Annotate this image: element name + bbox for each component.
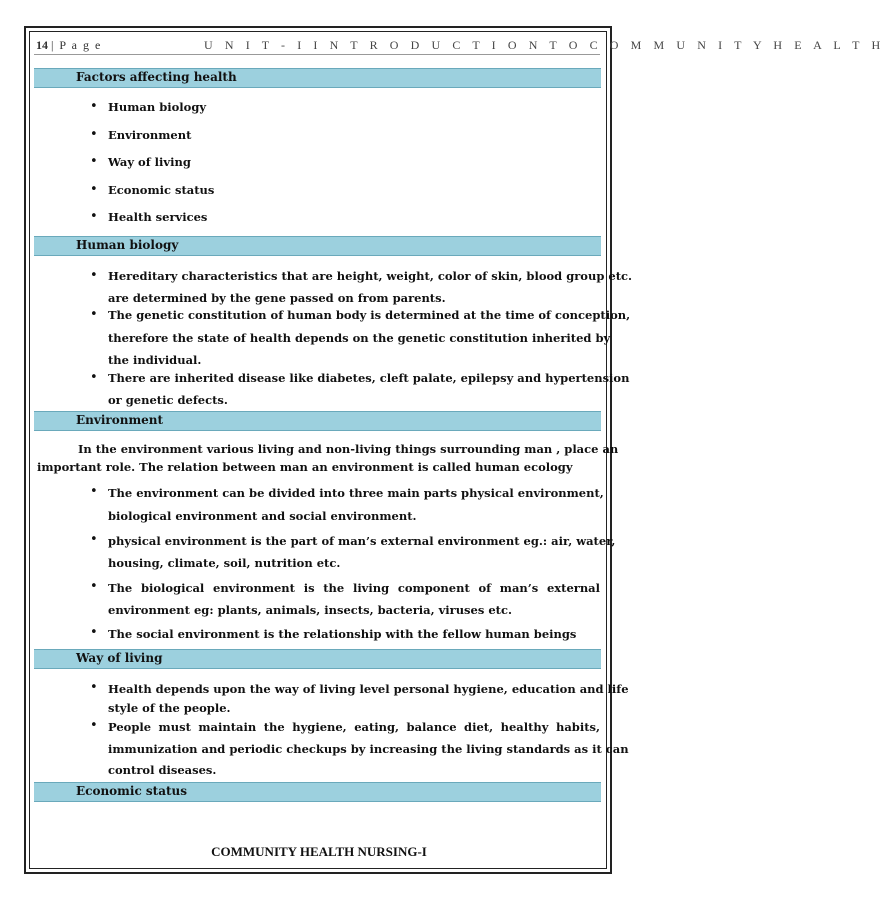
paragraph-line: In the environment various living and non-living things surrounding man , place an [78, 442, 619, 456]
bullet-icon: • [90, 680, 98, 695]
paragraph-line: important role. The relation between man an environment is called human ecology [37, 460, 573, 474]
paragraph-line: Hereditary characteristics that are height, weight, color of skin, blood group etc. [108, 269, 633, 283]
bullet-icon: • [90, 268, 98, 283]
paragraph-line: housing, climate, soil, nutrition etc. [108, 556, 341, 570]
list-item: Economic status [108, 183, 215, 197]
bullet-icon: • [90, 532, 98, 547]
paragraph-line: Health depends upon the way of living level personal hygiene, education and life [108, 682, 629, 696]
section-title: Way of living [76, 651, 163, 665]
paragraph-line: are determined by the gene passed on from parents. [108, 291, 446, 305]
bullet-icon: • [90, 579, 98, 594]
bullet-icon: • [90, 209, 98, 224]
bullet-icon: • [90, 127, 98, 142]
section-title: Factors affecting health [76, 70, 237, 84]
paragraph-line: The social environment is the relationship with the fellow human beings [108, 627, 577, 641]
list-item: Human biology [108, 100, 207, 114]
paragraph-line: physical environment is the part of man’s external environment eg.: air, water, [108, 534, 616, 548]
bullet-icon: • [90, 625, 98, 640]
paragraph-line: therefore the state of health depends on the genetic constitution inherited by [108, 331, 611, 345]
section-heading-factors [34, 68, 601, 88]
paragraph-line: style of the people. [108, 701, 231, 715]
paragraph-line: People must maintain the hygiene, eating, balance diet, healthy habits, [108, 720, 600, 734]
section-heading-environment [34, 411, 601, 431]
list-item: Environment [108, 128, 192, 142]
bullet-icon: • [90, 484, 98, 499]
page-header [34, 36, 885, 55]
section-heading-way-of-living [34, 649, 601, 669]
paragraph-line: There are inherited disease like diabetes, cleft palate, epilepsy and hypertension [108, 371, 630, 385]
bullet-icon: • [90, 154, 98, 169]
paragraph-line: immunization and periodic checkups by increasing the living standards as it can [108, 742, 629, 756]
page-footer: COMMUNITY HEALTH NURSING-I [211, 844, 427, 859]
unit-title: U N I T - I I N T R O D U C T I O N T O C O M M U N I T Y H E A L T H [204, 38, 885, 52]
section-title: Environment [76, 413, 164, 427]
paragraph-line: environment eg: plants, animals, insects, bacteria, viruses etc. [108, 603, 512, 617]
section-title: Economic status [76, 784, 188, 798]
paragraph-line: control diseases. [108, 763, 217, 777]
page-number-value: 14 [36, 38, 48, 52]
bullet-icon: • [90, 182, 98, 197]
paragraph-line: or genetic defects. [108, 393, 228, 407]
page-label: | P a g e [51, 38, 102, 52]
section-title: Human biology [76, 238, 179, 252]
paragraph-line: The environment can be divided into three main parts physical environment, [108, 486, 604, 500]
paragraph-line: the individual. [108, 353, 202, 367]
bullet-icon: • [90, 99, 98, 114]
paragraph-line: biological environment and social environment. [108, 509, 417, 523]
paragraph-line: The genetic constitution of human body is determined at the time of conception, [108, 308, 631, 322]
section-heading-economic-status [34, 782, 601, 802]
section-heading-human-biology [34, 236, 601, 256]
page-number [36, 38, 102, 53]
bullet-icon: • [90, 718, 98, 733]
paragraph-line: The biological environment is the living component of man’s external [108, 581, 600, 595]
bullet-icon: • [90, 307, 98, 322]
list-item: Way of living [108, 155, 191, 169]
list-item: Health services [108, 210, 208, 224]
bullet-icon: • [90, 370, 98, 385]
